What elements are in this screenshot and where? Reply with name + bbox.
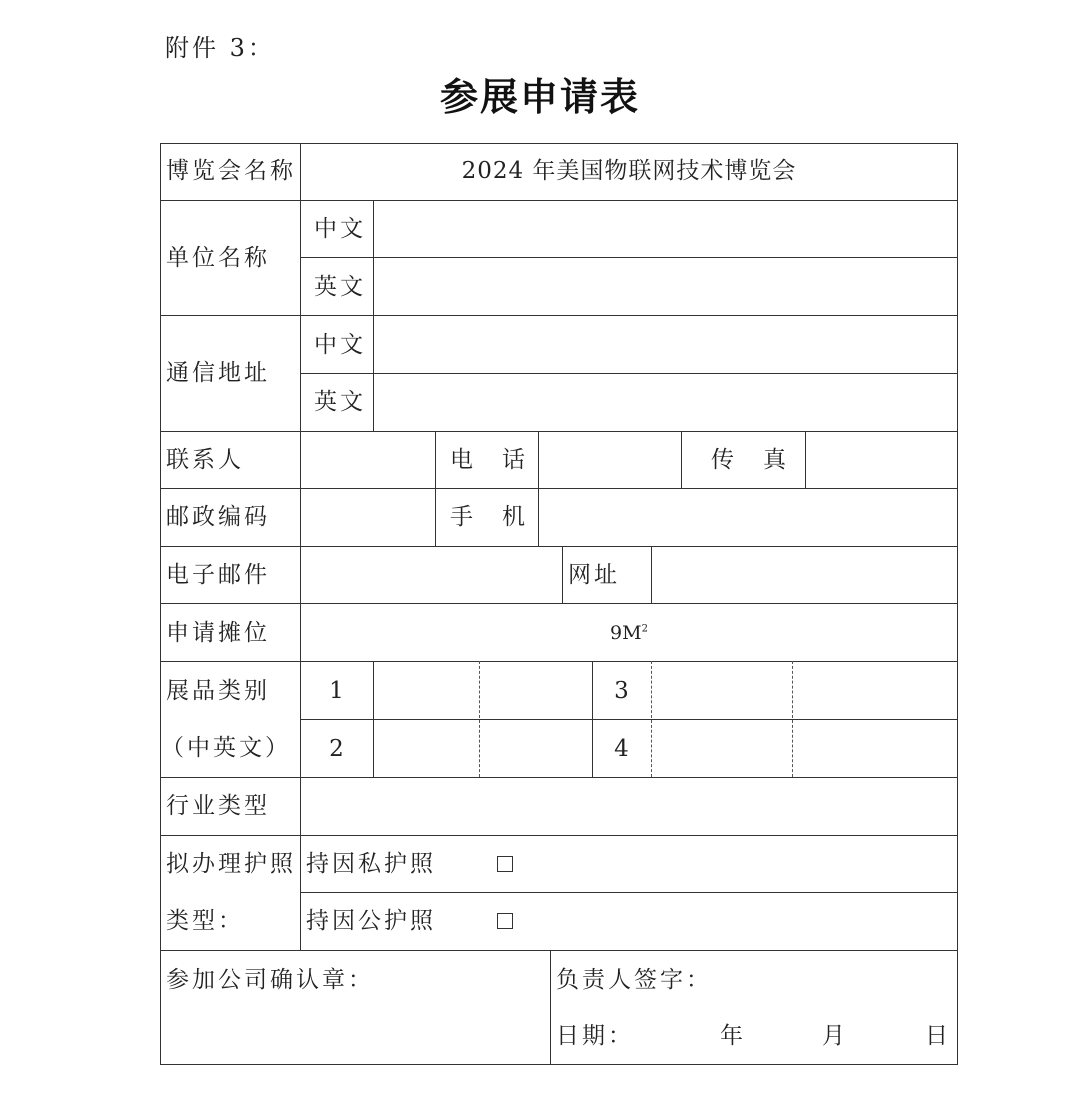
expo-name-value: 2024 年美国物联网技术博览会 — [461, 158, 797, 184]
category-number-4: 4 — [614, 736, 629, 762]
booth-value-superscript: 2 — [641, 623, 648, 635]
website-label: 网址 — [568, 562, 620, 588]
row-divider — [300, 892, 958, 893]
private-passport-checkbox[interactable] — [497, 856, 513, 872]
page-title: 参展申请表 — [439, 75, 640, 119]
company-seal-label: 参加公司确认章： — [166, 967, 374, 993]
industry-label: 行业类型 — [166, 793, 270, 819]
category-label-sub: （中英文） — [161, 735, 291, 761]
company-name-english-label: 英文 — [314, 274, 366, 300]
row-divider — [160, 603, 958, 604]
row-divider — [160, 431, 958, 432]
category-number-1: 1 — [329, 678, 344, 704]
expo-name-label: 博览会名称 — [166, 158, 296, 184]
row-divider — [160, 835, 958, 836]
row-divider — [160, 777, 958, 778]
private-passport-label: 持因私护照 — [306, 851, 436, 877]
column-divider — [651, 546, 652, 603]
contact-label: 联系人 — [166, 447, 244, 473]
email-label: 电子邮件 — [166, 562, 270, 588]
row-divider — [160, 315, 958, 316]
address-label: 通信地址 — [166, 360, 270, 386]
date-year-label: 年 — [720, 1023, 746, 1049]
dashed-divider — [479, 661, 480, 777]
category-label: 展品类别 — [166, 678, 270, 704]
address-english-label: 英文 — [314, 389, 366, 415]
date-label: 日期： — [556, 1023, 634, 1049]
company-name-label: 单位名称 — [166, 245, 270, 271]
category-number-2: 2 — [329, 736, 344, 762]
booth-label: 申请摊位 — [166, 620, 270, 646]
column-divider — [538, 431, 539, 546]
booth-value-text: 9M — [610, 622, 642, 644]
signature-label: 负责人签字： — [556, 967, 712, 993]
column-divider — [681, 431, 682, 488]
postal-code-label: 邮政编码 — [166, 504, 270, 530]
column-divider — [373, 200, 374, 431]
column-divider — [550, 950, 551, 1065]
phone-label: 电 话 — [450, 447, 528, 473]
row-divider — [160, 546, 958, 547]
dashed-divider — [651, 661, 652, 777]
row-divider — [160, 200, 958, 201]
mobile-label: 手 机 — [450, 504, 528, 530]
attachment-label: 附件 3： — [165, 34, 275, 62]
company-name-chinese-label: 中文 — [314, 216, 366, 242]
column-divider — [435, 431, 436, 546]
public-passport-checkbox[interactable] — [497, 913, 513, 929]
fax-label: 传 真 — [711, 447, 789, 473]
column-divider — [805, 431, 806, 488]
row-divider — [160, 661, 958, 662]
column-divider — [562, 546, 563, 603]
row-divider — [160, 950, 958, 951]
booth-value — [300, 624, 958, 643]
row-divider — [300, 257, 958, 258]
row-divider — [300, 373, 958, 374]
column-divider — [300, 143, 301, 950]
category-number-3: 3 — [614, 678, 629, 704]
dashed-divider — [792, 661, 793, 777]
date-day-label: 日 — [925, 1023, 951, 1049]
passport-type-label-sub: 类型： — [166, 908, 244, 934]
date-month-label: 月 — [822, 1023, 848, 1049]
column-divider — [373, 661, 374, 777]
row-divider — [160, 488, 958, 489]
public-passport-label: 持因公护照 — [306, 908, 436, 934]
row-divider — [300, 719, 958, 720]
passport-type-label: 拟办理护照 — [166, 851, 296, 877]
address-chinese-label: 中文 — [314, 332, 366, 358]
